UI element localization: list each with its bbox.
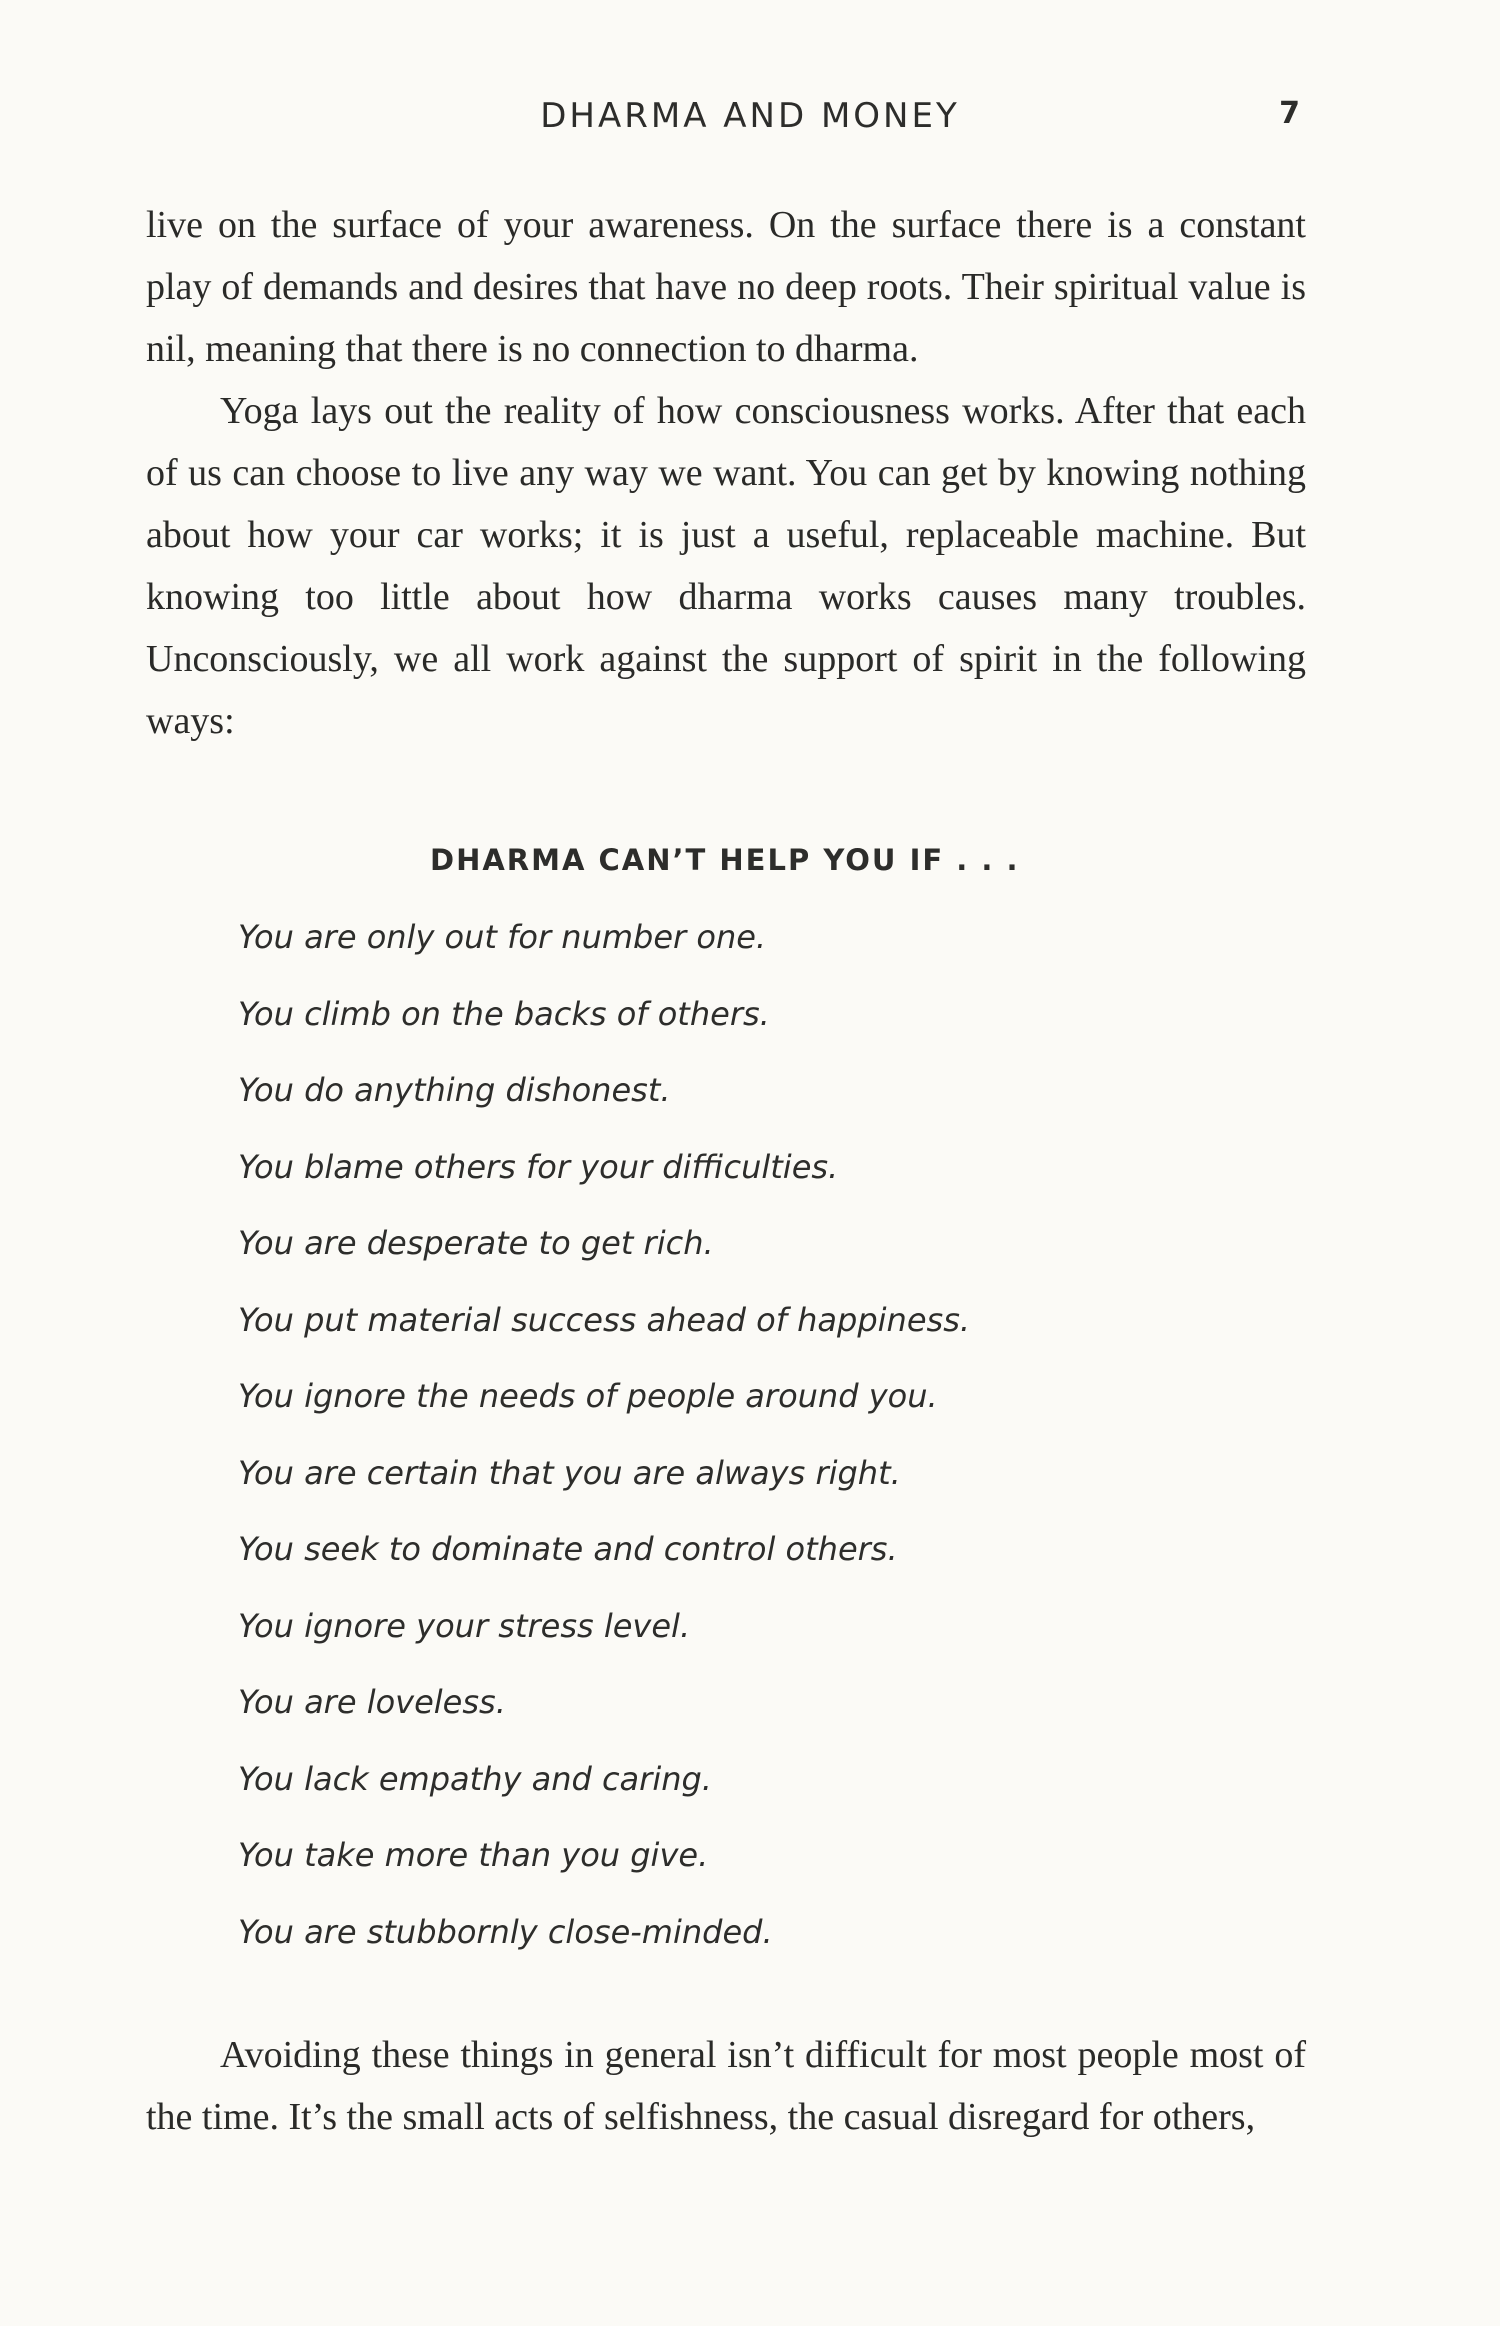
list-item: You lack empathy and caring. — [238, 1759, 712, 1798]
list-item: You climb on the backs of others. — [238, 994, 770, 1033]
list-item: You put material success ahead of happiness. — [238, 1300, 971, 1339]
page-number: 7 — [1279, 96, 1300, 131]
body-paragraph-continued — [146, 194, 1306, 380]
sidebar-list — [238, 912, 1238, 1983]
paragraph-text: Avoiding these things in general isn’t difficult for most people most of the time. It’s the small acts of selfishness, the casual disregard for others, — [146, 2034, 1306, 2138]
paragraph-text: Yoga lays out the reality of how consciousness works. After that each of us can choose to live any way we want. You can get by knowing nothing about how your car works; it is just a useful, replaceable machine. But knowing too little about how dharma works causes many troubles. Unconsciously, we all work against the support of spirit in the following ways: — [146, 390, 1306, 742]
body-paragraph — [146, 380, 1306, 752]
list-item: You ignore your stress level. — [238, 1606, 691, 1645]
chapter-title: DHARMA AND MONEY — [540, 96, 960, 136]
list-item: You are loveless. — [238, 1683, 506, 1721]
body-paragraph — [146, 2024, 1306, 2148]
sidebar-heading: DHARMA CAN’T HELP YOU IF . . . — [430, 843, 1020, 877]
list-item: You are only out for number one. — [238, 918, 767, 956]
list-item: You are desperate to get rich. — [238, 1224, 714, 1262]
running-head — [0, 96, 1500, 146]
paragraph-text: live on the surface of your awareness. On the surface there is a constant play of demands and desires that have no deep roots. Their spiritual value is nil, meaning that there is no connection to dharma. — [146, 204, 1306, 370]
list-item: You take more than you give. — [238, 1836, 709, 1874]
list-item: You seek to dominate and control others. — [238, 1530, 898, 1568]
list-item: You are stubbornly close-minded. — [238, 1912, 773, 1951]
list-item: You blame others for your difficulties. — [238, 1147, 839, 1186]
list-item: You do anything dishonest. — [238, 1071, 671, 1109]
list-item: You are certain that you are always right. — [238, 1453, 901, 1492]
list-item: You ignore the needs of people around you. — [238, 1377, 938, 1415]
